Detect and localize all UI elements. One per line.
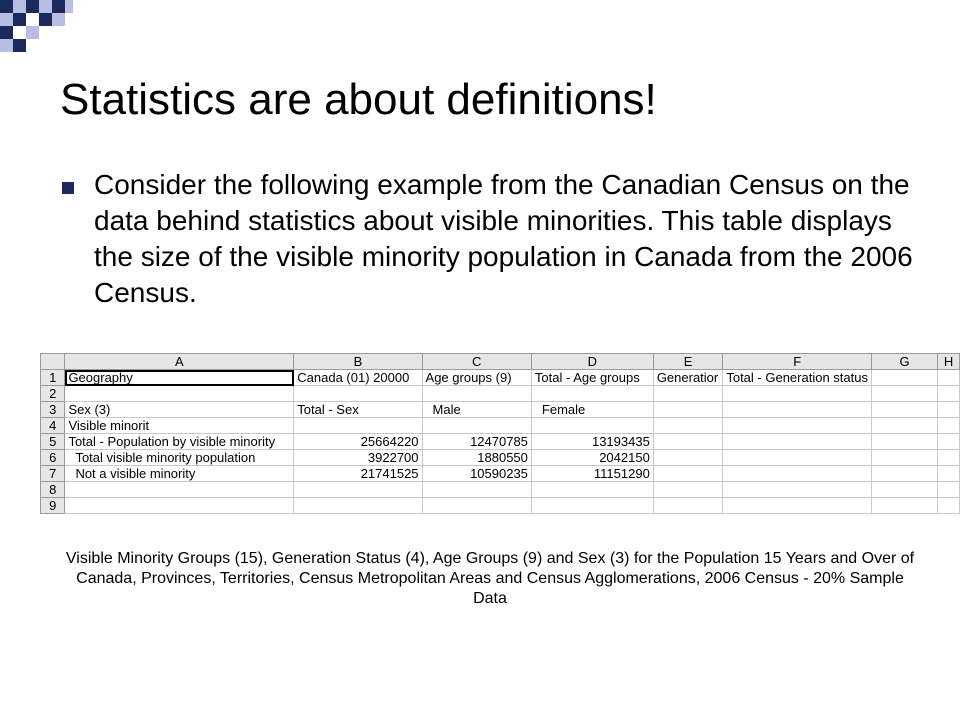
slide-title: Statistics are about definitions! [60,75,657,124]
cell[interactable] [723,434,872,450]
row-number[interactable]: 8 [41,482,65,498]
column-header[interactable]: C [422,354,531,370]
table-row [41,402,960,418]
cell[interactable] [871,482,937,498]
cell[interactable] [294,482,422,498]
cell[interactable] [65,482,294,498]
cell[interactable] [938,370,960,386]
column-header[interactable]: H [938,354,960,370]
cell[interactable] [531,418,653,434]
cell[interactable]: Total - Population by visible minority [65,434,294,450]
table-row [41,370,960,386]
cell[interactable] [871,418,937,434]
cell[interactable]: Sex (3) [65,402,294,418]
cell[interactable] [723,450,872,466]
column-header-row [41,354,960,370]
bullet-square-icon [62,182,74,194]
cell[interactable]: 11151290 [531,466,653,482]
cell[interactable] [938,450,960,466]
table-row [41,466,960,482]
row-number[interactable]: 2 [41,386,65,402]
cell[interactable] [723,482,872,498]
cell[interactable] [723,466,872,482]
cell[interactable] [653,482,723,498]
cell[interactable]: Male [422,402,531,418]
table-row [41,386,960,402]
cell[interactable] [65,386,294,402]
cell[interactable]: 1880550 [422,450,531,466]
table-row [41,450,960,466]
cell[interactable] [653,386,723,402]
cell[interactable]: Canada (01) 20000 [294,370,422,386]
row-number[interactable]: 9 [41,498,65,514]
cell[interactable] [653,498,723,514]
cell[interactable] [938,402,960,418]
cell[interactable] [723,386,872,402]
cell[interactable] [531,386,653,402]
cell[interactable] [871,386,937,402]
cell[interactable] [294,386,422,402]
table-row [41,498,960,514]
cell[interactable] [294,418,422,434]
row-number[interactable]: 3 [41,402,65,418]
row-number[interactable]: 7 [41,466,65,482]
table-caption: Visible Minority Groups (15), Generation Status (4), Age Groups (9) and Sex (3) for the Population 15 Years and Over of Canada, Provinces, Territories, Census Metropolitan Areas and Census Agglomerations, 2006 Census - 20% Sample Data [65,550,915,607]
column-header[interactable]: G [871,354,937,370]
row-number[interactable]: 4 [41,418,65,434]
table-row [41,482,960,498]
bullet-text: Consider the following example from the Canadian Census on the data behind statistics about visible minorities. This table displays the size of the visible minority population in Canada from the 2006 Census. [94,169,913,308]
cell[interactable] [65,498,294,514]
table-row [41,418,960,434]
row-number[interactable]: 1 [41,370,65,386]
cell[interactable]: Female [531,402,653,418]
cell[interactable] [938,498,960,514]
cell[interactable]: Age groups (9) [422,370,531,386]
table-row [41,434,960,450]
cell[interactable]: 10590235 [422,466,531,482]
cell[interactable]: Visible minorit [65,418,294,434]
column-header[interactable]: B [294,354,422,370]
cell[interactable]: Geography [65,370,294,386]
cell[interactable]: 12470785 [422,434,531,450]
cell[interactable] [723,498,872,514]
cell[interactable] [938,418,960,434]
cell[interactable]: Generatior [653,370,723,386]
cell[interactable] [871,370,937,386]
column-header[interactable]: A [65,354,294,370]
cell[interactable] [422,482,531,498]
cell[interactable]: Total visible minority population [65,450,294,466]
select-all-corner[interactable] [41,354,65,370]
column-header[interactable]: E [653,354,723,370]
cell[interactable] [531,498,653,514]
cell[interactable] [871,402,937,418]
cell[interactable] [871,434,937,450]
cell[interactable]: Total - Generation status [723,370,872,386]
cell[interactable]: Total - Age groups [531,370,653,386]
cell[interactable] [723,418,872,434]
cell[interactable] [938,466,960,482]
cell[interactable]: 3922700 [294,450,422,466]
cell[interactable]: 13193435 [531,434,653,450]
cell[interactable] [653,418,723,434]
cell[interactable] [653,402,723,418]
cell[interactable]: Not a visible minority [65,466,294,482]
row-number[interactable]: 5 [41,434,65,450]
cell[interactable] [531,482,653,498]
row-number[interactable]: 6 [41,450,65,466]
cell[interactable] [653,450,723,466]
cell[interactable] [294,498,422,514]
cell[interactable] [422,386,531,402]
column-header[interactable]: D [531,354,653,370]
cell[interactable] [938,386,960,402]
cell[interactable] [871,466,937,482]
cell[interactable] [422,498,531,514]
cell[interactable] [938,434,960,450]
cell[interactable] [723,402,872,418]
cell[interactable] [871,498,937,514]
cell[interactable]: 2042150 [531,450,653,466]
cell[interactable] [653,466,723,482]
column-header[interactable]: F [723,354,872,370]
cell[interactable] [653,434,723,450]
cell[interactable]: 25664220 [294,434,422,450]
cell[interactable]: 21741525 [294,466,422,482]
cell[interactable]: Total - Sex [294,402,422,418]
spreadsheet-table [40,353,960,514]
cell[interactable] [871,450,937,466]
cell[interactable] [938,482,960,498]
cell[interactable] [422,418,531,434]
